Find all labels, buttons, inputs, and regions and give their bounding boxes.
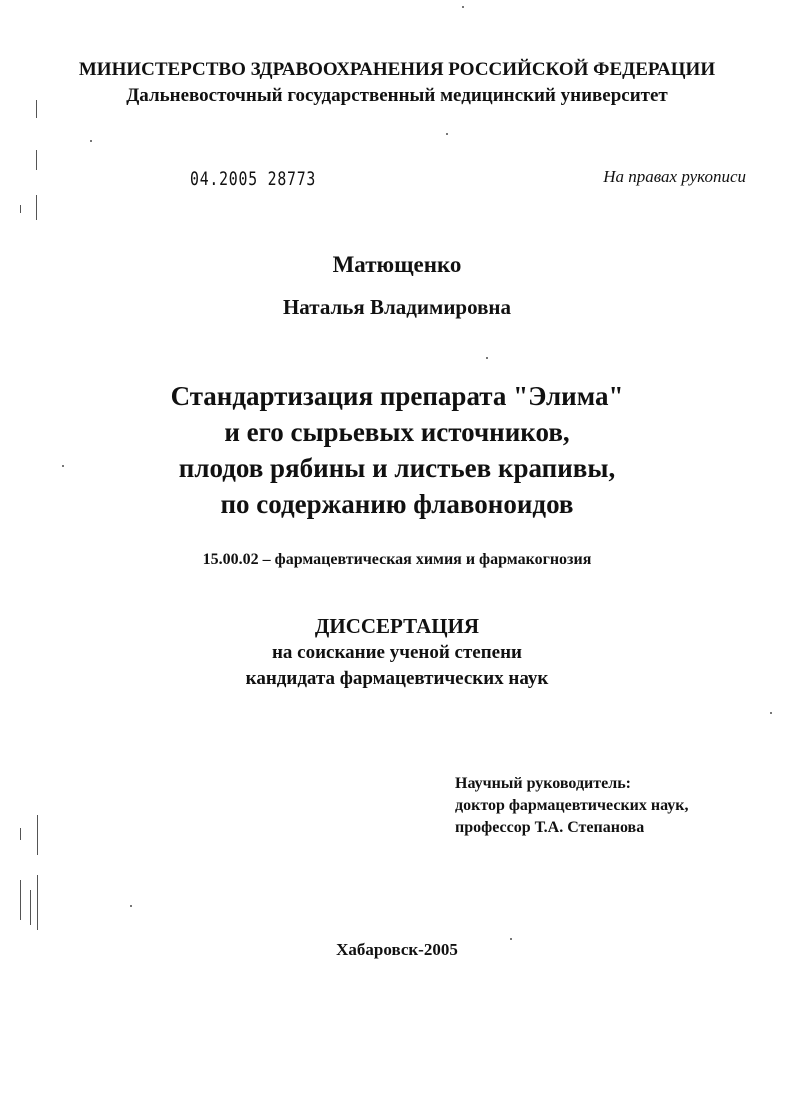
scan-dot: [486, 357, 488, 359]
scan-mark: [20, 880, 21, 920]
place-and-year: Хабаровск-2005: [336, 940, 458, 959]
specialty-code: 15.00.02 – фармацевтическая химия и фармакогнозия: [202, 551, 592, 568]
scan-mark: [37, 875, 38, 930]
author-surname: Матющенко: [332, 252, 462, 277]
ministry-name: МИНИСТЕРСТВО ЗДРАВООХРАНЕНИЯ РОССИЙСКОЙ ФЕДЕРАЦИИ: [78, 59, 716, 80]
scan-dot: [462, 6, 464, 8]
supervisor-block: [455, 773, 689, 839]
title-line-2: и его сырьевых источников,: [224, 417, 570, 447]
degree-line-1: на соискание ученой степени: [271, 642, 522, 663]
dissertation-heading: ДИССЕРТАЦИЯ: [314, 614, 480, 638]
supervisor-degree: доктор фармацевтических наук,: [455, 797, 689, 814]
scan-dot: [770, 712, 772, 714]
supervisor-name: профессор Т.А. Степанова: [455, 819, 645, 836]
author-given-names: Наталья Владимировна: [282, 295, 512, 319]
scan-dot: [446, 133, 448, 135]
university-name: Дальневосточный государственный медицинский университет: [126, 85, 668, 106]
title-line-3: плодов рябины и листьев крапивы,: [178, 453, 616, 483]
scan-mark: [30, 890, 31, 925]
scan-dot: [130, 905, 132, 907]
title-line-1: Стандартизация препарата "Элима": [170, 381, 624, 411]
degree-line-2: кандидата фармацевтических наук: [245, 668, 549, 689]
title-line-4: по содержанию флавоноидов: [220, 489, 574, 519]
institution-header: [0, 57, 794, 109]
scan-dot: [510, 938, 512, 940]
registration-stamp-number: 04.2005 28773: [190, 168, 317, 190]
scan-mark: [20, 828, 21, 840]
supervisor-label: Научный руководитель:: [455, 775, 631, 792]
dissertation-block: [0, 613, 794, 692]
scan-mark: [36, 150, 37, 170]
scan-dot: [90, 140, 92, 142]
scan-mark: [36, 195, 37, 220]
scan-mark: [36, 100, 37, 118]
scan-mark: [20, 205, 21, 213]
scan-mark: [37, 815, 38, 855]
dissertation-title: [0, 378, 794, 522]
scan-dot: [62, 465, 64, 467]
manuscript-rights-note: На правах рукописи: [603, 167, 746, 186]
